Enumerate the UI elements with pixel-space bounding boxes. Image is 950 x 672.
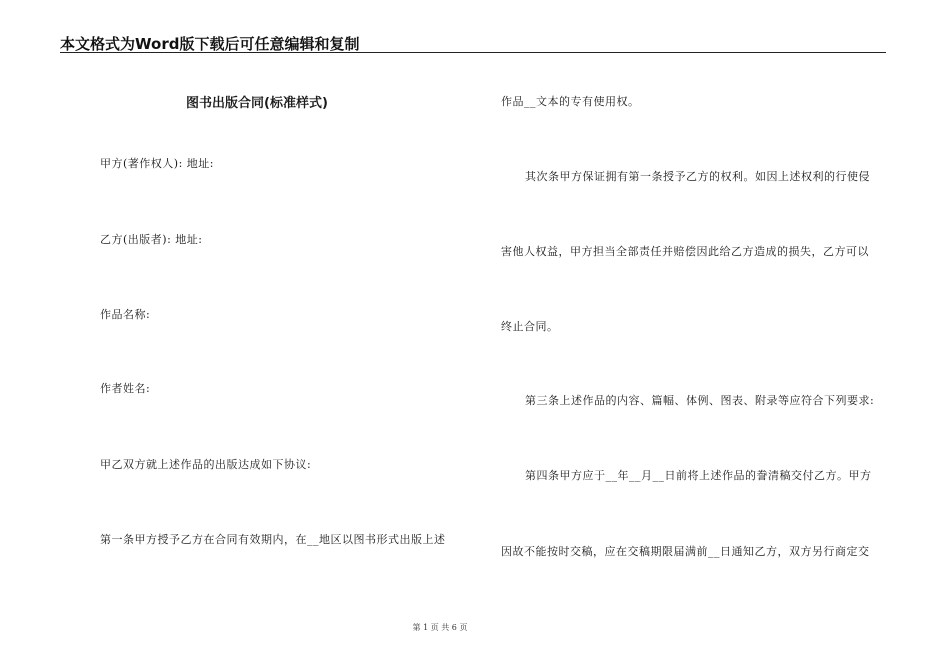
document-title: 图书出版合同(标准样式) — [186, 96, 328, 111]
article-2-line-1: 其次条甲方保证拥有第一条授予乙方的权利。如因上述权利的行使侵 — [525, 170, 870, 183]
article-4-line-1: 第四条甲方应于__年__月__日前将上述作品的誊清稿交付乙方。甲方 — [525, 469, 872, 482]
article-4-line-2: 因故不能按时交稿，应在交稿期限届满前__日通知乙方，双方另行商定交 — [501, 545, 870, 558]
article-2-line-3: 终止合同。 — [501, 320, 559, 333]
work-title-line: 作品名称: — [100, 308, 151, 321]
article-1-continued: 作品__文本的专有使用权。 — [501, 95, 640, 108]
party-b-line: 乙方(出版者): 地址: — [100, 233, 203, 246]
article-1-line: 第一条甲方授予乙方在合同有效期内，在__地区以图书形式出版上述 — [100, 533, 446, 546]
page-footer: 第 1 页 共 6 页 — [412, 623, 468, 632]
article-3-line: 第三条上述作品的内容、篇幅、体例、图表、附录等应符合下列要求: — [525, 394, 875, 407]
author-name-line: 作者姓名: — [100, 382, 151, 395]
article-2-line-2: 害他人权益，甲方担当全部责任并赔偿因此给乙方造成的损失，乙方可以 — [501, 245, 869, 258]
banner-divider — [60, 52, 886, 53]
agreement-intro-line: 甲乙双方就上述作品的出版达成如下协议: — [100, 458, 312, 471]
party-a-line: 甲方(著作权人): 地址: — [100, 157, 214, 170]
download-banner: 本文格式为Word版下载后可任意编辑和复制 — [60, 35, 360, 53]
